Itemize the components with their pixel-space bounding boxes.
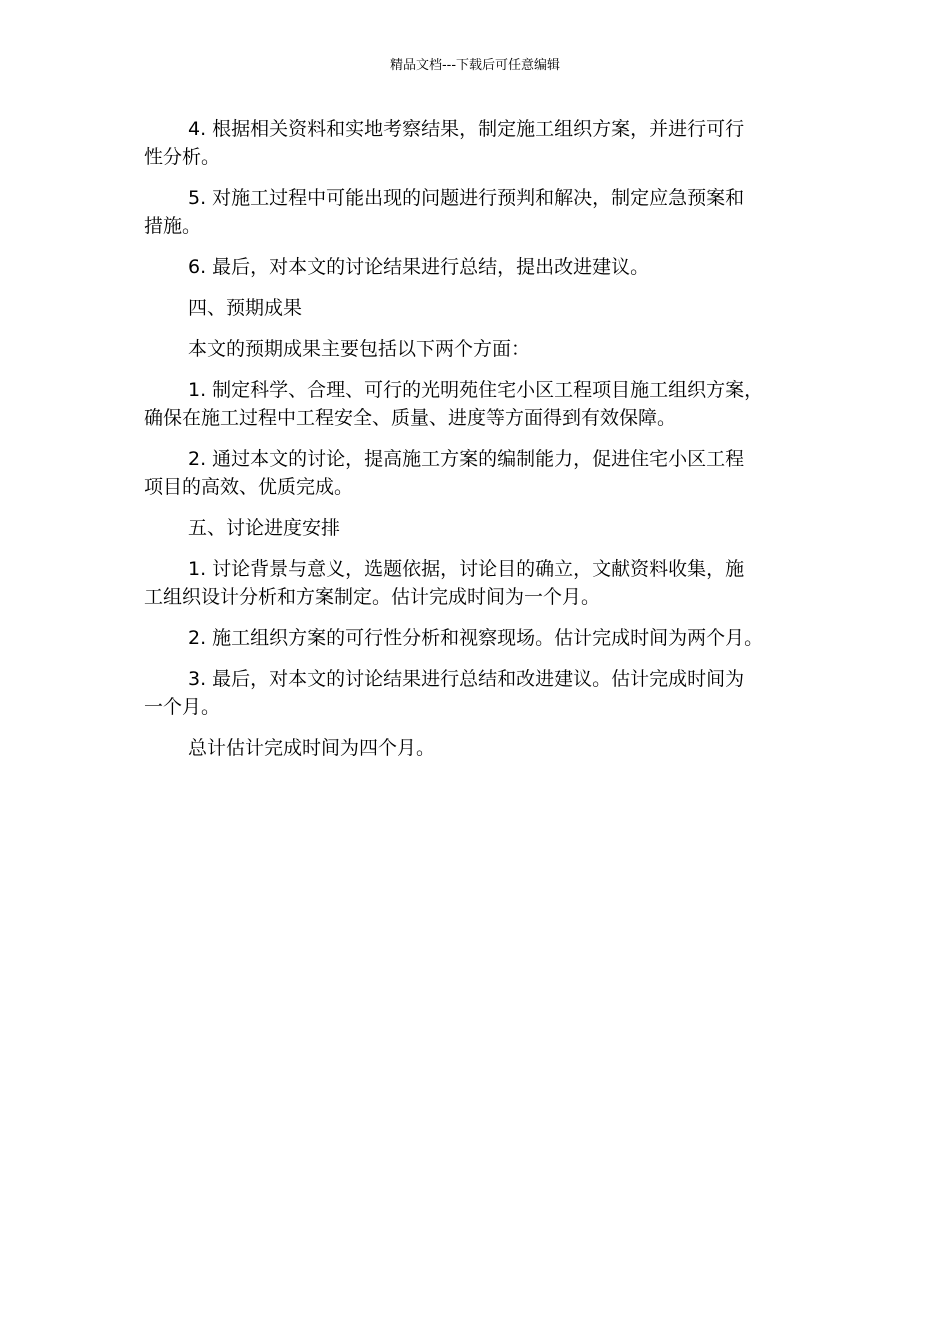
paragraph-expected-intro	[144, 335, 814, 363]
paragraph-schedule-3	[144, 665, 814, 721]
paragraph-line: 工组织设计分析和方案制定。估计完成时间为一个月。	[144, 586, 601, 608]
paragraph-line: 措施。	[144, 215, 202, 237]
paragraph-line: 五、讨论进度安排	[188, 517, 341, 539]
paragraph-line: 5. 对施工过程中可能出现的问题进行预判和解决，制定应急预案和	[188, 187, 745, 209]
paragraph-line: 性分析。	[144, 146, 221, 168]
paragraph-result-1	[144, 376, 814, 432]
paragraph-line: 1. 讨论背景与意义，选题依据，讨论目的确立，文献资料收集，施	[188, 558, 745, 580]
paragraph-step-5	[144, 184, 814, 240]
paragraph-line: 6. 最后，对本文的讨论结果进行总结，提出改进建议。	[188, 256, 650, 278]
paragraph-schedule-1	[144, 555, 814, 611]
paragraph-schedule-2	[144, 624, 814, 652]
page-header: 精品文档---下载后可任意编辑	[389, 58, 561, 73]
paragraph-line: 2. 施工组织方案的可行性分析和视察现场。估计完成时间为两个月。	[188, 627, 764, 649]
paragraph-total-time	[144, 734, 814, 762]
paragraph-step-4	[144, 115, 814, 171]
paragraph-step-6	[144, 253, 814, 281]
paragraph-line: 3. 最后，对本文的讨论结果进行总结和改进建议。估计完成时间为	[188, 668, 745, 690]
section-heading-expected-results	[144, 294, 814, 322]
paragraph-line: 2. 通过本文的讨论，提高施工方案的编制能力，促进住宅小区工程	[188, 448, 745, 470]
document-body	[144, 115, 814, 775]
paragraph-line: 总计估计完成时间为四个月。	[188, 737, 436, 759]
paragraph-line: 项目的高效、优质完成。	[144, 476, 354, 498]
paragraph-line: 四、预期成果	[188, 297, 303, 319]
paragraph-line: 1. 制定科学、合理、可行的光明苑住宅小区工程项目施工组织方案，	[188, 379, 764, 401]
paragraph-line: 4. 根据相关资料和实地考察结果，制定施工组织方案，并进行可行	[188, 118, 745, 140]
paragraph-result-2	[144, 445, 814, 501]
paragraph-line: 本文的预期成果主要包括以下两个方面：	[188, 338, 531, 360]
paragraph-line: 确保在施工过程中工程安全、质量、进度等方面得到有效保障。	[144, 407, 677, 429]
paragraph-line: 一个月。	[144, 696, 221, 718]
section-heading-schedule	[144, 514, 814, 542]
